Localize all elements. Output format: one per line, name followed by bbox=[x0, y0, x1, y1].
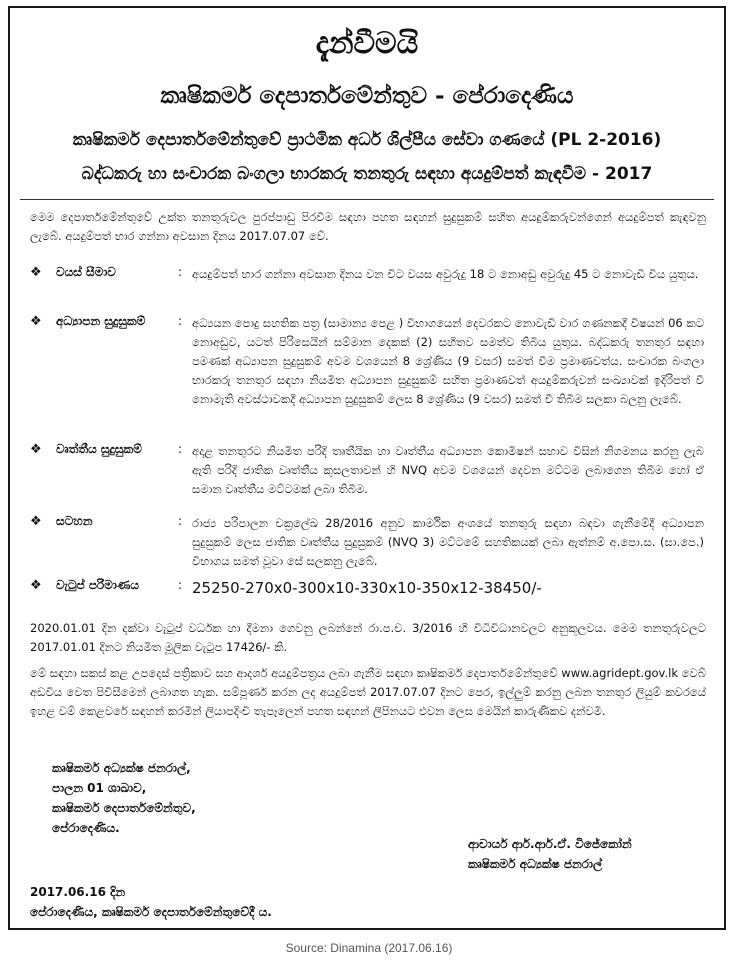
issue-date-block bbox=[30, 882, 272, 922]
criteria-label: අධ්‍යාපන සුදුසුකම් bbox=[56, 314, 146, 328]
criteria-text: අධ්‍යයන පොදු සහතික පත්‍ර (සාමාන්‍ය පෙළ ) විභාගයෙන් දෙවරකට නොවැඩි වාර ගණනකදී විෂයන් 06 කට නොඅඩුව, යටත් පිරිසෙයින් සම්මාන දෙකක් (2) සහිතව සමත්ව තිබිය යුතුය. බද්ධකරු තනතුර සඳහා පමණක් අධ්‍යාපන සුදුසුකම් අවම වශයෙන් 8 ශ්‍රේණිය (9 වසර) සමත් වීම ප්‍රමාණවත්ය. සංචාරක බංගලා භාරකරු තනතුර සඳහා නියමිත අධ්‍යාපන සුදුසුකම් සහිත ප්‍රමාණවත් අයදුම්කරුවන් සංඛ්‍යාවක් ඉදිරිපත් වී නොමැති අවස්ථාවකදී අධ්‍යාපන සුදුසුකම් ලෙස 8 ශ්‍රේණිය (9 වසර) සමත් වී තිබීම සලකා බලනු ලැබේ. bbox=[192, 316, 704, 406]
bullet-icon: ❖ bbox=[30, 265, 42, 280]
criteria-label: වැටුප් පරිමාණය bbox=[56, 578, 139, 592]
issue-date: 2017.06.16 දින bbox=[30, 885, 126, 899]
colon: : bbox=[178, 265, 183, 279]
signatory-title: කෘෂිකර්ම අධ්‍යක්ෂ ජනරාල් bbox=[468, 857, 603, 871]
department-heading: කෘෂිකර්ම දෙපාර්තමේන්තුව - පේරාදෙණිය bbox=[160, 82, 574, 109]
salary-scale-value: 25250-270x0-300x10-330x10-350x12-38450/- bbox=[192, 579, 542, 597]
colon: : bbox=[178, 442, 183, 456]
bullet-icon: ❖ bbox=[30, 578, 42, 593]
signatory-block bbox=[468, 834, 632, 874]
colon: : bbox=[178, 514, 183, 528]
issue-place: පේරාදෙණිය, කෘෂිකර්ම දෙපාර්තමේන්තුවේදී ය. bbox=[30, 905, 272, 919]
bullet-icon: ❖ bbox=[30, 442, 42, 457]
criteria-label: වෘත්තීය සුදුසුකම් bbox=[56, 442, 142, 456]
signatory-name: ආචාර්ය ආර්.ආර්.ඒ. විජේකෝන් bbox=[468, 837, 632, 851]
colon: : bbox=[178, 314, 183, 328]
criteria-text: අදාළ තනතුරට නියමිත පරිදි තෘතීයික හා වෘත්තීය අධ්‍යාපන කොමිෂන් සභාව විසින් නිගමනය කරනු ලැබ ඇති පරිදි ජාතික වෘත්තීය කුසලතාවන් හි NVQ අවම වශයෙන් දෙවන මට්ටම ලබාගෙන තිබීම හෝ ඒ සමාන වෘත්තීය මට්ටමක් ලබා තිබීම. bbox=[192, 444, 704, 496]
notice-subtitle-2: බද්ධකරු හා සංචාරක බංගලා භාරකරු තනතුරු සඳහා අයදුම්පත් කැඳවීම - 2017 bbox=[81, 164, 653, 184]
intro-paragraph: මෙම දෙපාර්තමේන්තුවේ උක්ත තනතුරුවල පුරප්පාඩු පිරවීම සඳහා පහත සඳහන් සුදුසුකම් සහිත අයදුම්කරුවන්ගෙන් අයදුම්පත් කැඳවනු ලැබේ. අයදුම්පත් භාර ගන්නා අවසාන දිනය 2017.07.07 වේ. bbox=[30, 210, 706, 243]
notice-title: දැන්වීමයි bbox=[315, 26, 419, 61]
address-line: කෘෂිකර්ම අධ්‍යක්ෂ ජනරාල්, bbox=[52, 761, 191, 775]
source-caption: Source: Dinamina (2017.06.16) bbox=[285, 941, 453, 955]
criteria-text: රාජ්‍ය පරිපාලන චක්‍රලේඛ 28/2016 අනුව කාර්මික අංශයේ තනතුරු සඳහා බඳවා ගැනීමේදී අධ්‍යාපන සුදුසුකම් ලෙස ජාතික වෘත්තීය සුදුසුකම් (NVQ 3) මට්ටමේ සහතිකයක් ලබා ඇත්නම් අ.පො.ස. (සා.පෙ.) විභාගය සමත් වූවා සේ සලකනු ලැබේ. bbox=[192, 516, 704, 568]
address-line: පේරාදෙණිය. bbox=[52, 821, 120, 835]
criteria-label: වයස් සීමාව bbox=[56, 265, 116, 279]
salary-note-paragraph: 2020.01.01 දින දක්වා වැටුප් වර්ධක හා දීමනා ගෙවනු ලබන්නේ රා.ප.ච. 3/2016 හි විධිවිධානවලට අනුකූලවය. මෙම තනතුරුවලට 2017.01.01 දිනට නියමිත මූලික වැටුප 17426/- කි. bbox=[30, 621, 706, 654]
heading-divider bbox=[20, 199, 714, 200]
address-line: කෘෂිකර්ම දෙපාර්තමේන්තුව, bbox=[52, 801, 196, 815]
vacancy-notice bbox=[8, 6, 726, 930]
criteria-label: සටහන bbox=[56, 514, 93, 528]
application-info-paragraph: මේ සඳහා සකස් කළ උපදෙස් පත්‍රිකාව සහ ආදර්ශ අයදුම්පත්‍රය ලබා ගැනීම සඳහා කෘෂිකර්ම දෙපාර්තමේන්තුවේ www.agridept.gov.lk වෙබ් අඩවිය වෙත පිවිසීමෙන් ලබාගත හැක. සම්පූර්ණ කරන ලද අයදුම්පත් 2017.07.07 දිනට පෙර, ඉල්ලුම් කරනු ලබන තනතුර ලියුම් කවරයේ ඉහළ වම් කෙළවරේ සඳහන් කරමින් ලියාපදිංචි තැපෑලෙන් පහත සඳහන් ලිපිනයට එවන ලෙස මෙයින් කාරුණිකව දන්වමි. bbox=[30, 666, 706, 718]
address-line: පාලන 01 ශාඛාව, bbox=[52, 781, 147, 795]
criteria-text: අයදුම්පත් භාර ගන්නා අවසාන දිනය වන විට වයස අවුරුදු 18 ට නොඅඩු අවුරුදු 45 ට නොවැඩි විය යුතුය. bbox=[192, 267, 699, 281]
bullet-icon: ❖ bbox=[30, 514, 42, 529]
colon: : bbox=[178, 578, 183, 592]
notice-subtitle-1: කෘෂිකර්ම දෙපාර්තමේන්තුවේ ප්‍රාථමික අර්ධ ශිල්පීය සේවා ගණයේ (PL 2-2016) bbox=[72, 130, 662, 150]
bullet-icon: ❖ bbox=[30, 314, 42, 329]
postal-address bbox=[52, 758, 196, 838]
